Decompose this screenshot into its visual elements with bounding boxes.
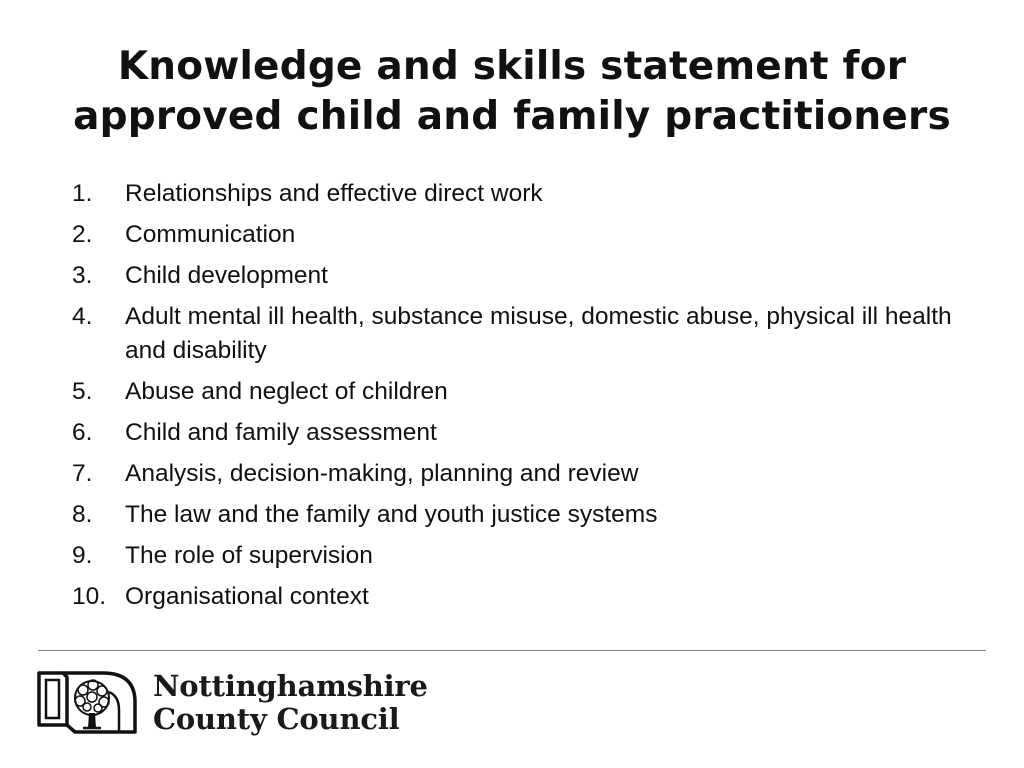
list-item bbox=[72, 580, 982, 614]
list-item-text: The role of supervision bbox=[125, 542, 373, 569]
council-name-line-1: Nottinghamshire bbox=[153, 669, 428, 703]
list-item-number: 4. bbox=[72, 303, 93, 330]
list-item-text: Child and family assessment bbox=[125, 419, 437, 446]
list-item-text: Child development bbox=[125, 262, 328, 289]
list-item-number: 9. bbox=[72, 542, 93, 569]
list-item-number: 3. bbox=[72, 262, 93, 289]
council-name-line-2: County Council bbox=[153, 702, 400, 736]
list-item-number: 2. bbox=[72, 221, 93, 248]
list-item bbox=[72, 300, 982, 368]
list-item-text: Communication bbox=[125, 221, 296, 248]
list-item bbox=[72, 416, 982, 450]
list-item-text: The law and the family and youth justice systems bbox=[125, 501, 658, 528]
slide-title-line-2: approved child and family practitioners bbox=[73, 94, 951, 139]
list-item bbox=[72, 498, 982, 532]
footer-divider bbox=[38, 650, 986, 651]
list-item-number: 8. bbox=[72, 501, 93, 528]
council-logo bbox=[37, 670, 437, 738]
list-item-text: Adult mental ill health, substance misuse, domestic abuse, physical ill health and disability bbox=[125, 303, 952, 364]
list-item bbox=[72, 218, 982, 252]
list-item-number: 6. bbox=[72, 419, 93, 446]
slide-title bbox=[0, 42, 1024, 142]
list-item-text: Analysis, decision-making, planning and review bbox=[125, 460, 639, 487]
list-item-text: Relationships and effective direct work bbox=[125, 180, 543, 207]
council-wordmark bbox=[153, 670, 428, 736]
skills-list bbox=[72, 177, 982, 621]
list-item-text: Abuse and neglect of children bbox=[125, 378, 448, 405]
list-item bbox=[72, 539, 982, 573]
list-item bbox=[72, 177, 982, 211]
list-item-number: 7. bbox=[72, 460, 93, 487]
list-item bbox=[72, 259, 982, 293]
list-item-number: 10. bbox=[72, 583, 107, 610]
list-item bbox=[72, 375, 982, 409]
oak-tree-crest-icon bbox=[37, 670, 141, 736]
list-item-number: 5. bbox=[72, 378, 93, 405]
slide-title-line-1: Knowledge and skills statement for bbox=[117, 44, 907, 89]
list-item bbox=[72, 457, 982, 491]
list-item-text: Organisational context bbox=[125, 583, 369, 610]
list-item-number: 1. bbox=[72, 180, 93, 207]
